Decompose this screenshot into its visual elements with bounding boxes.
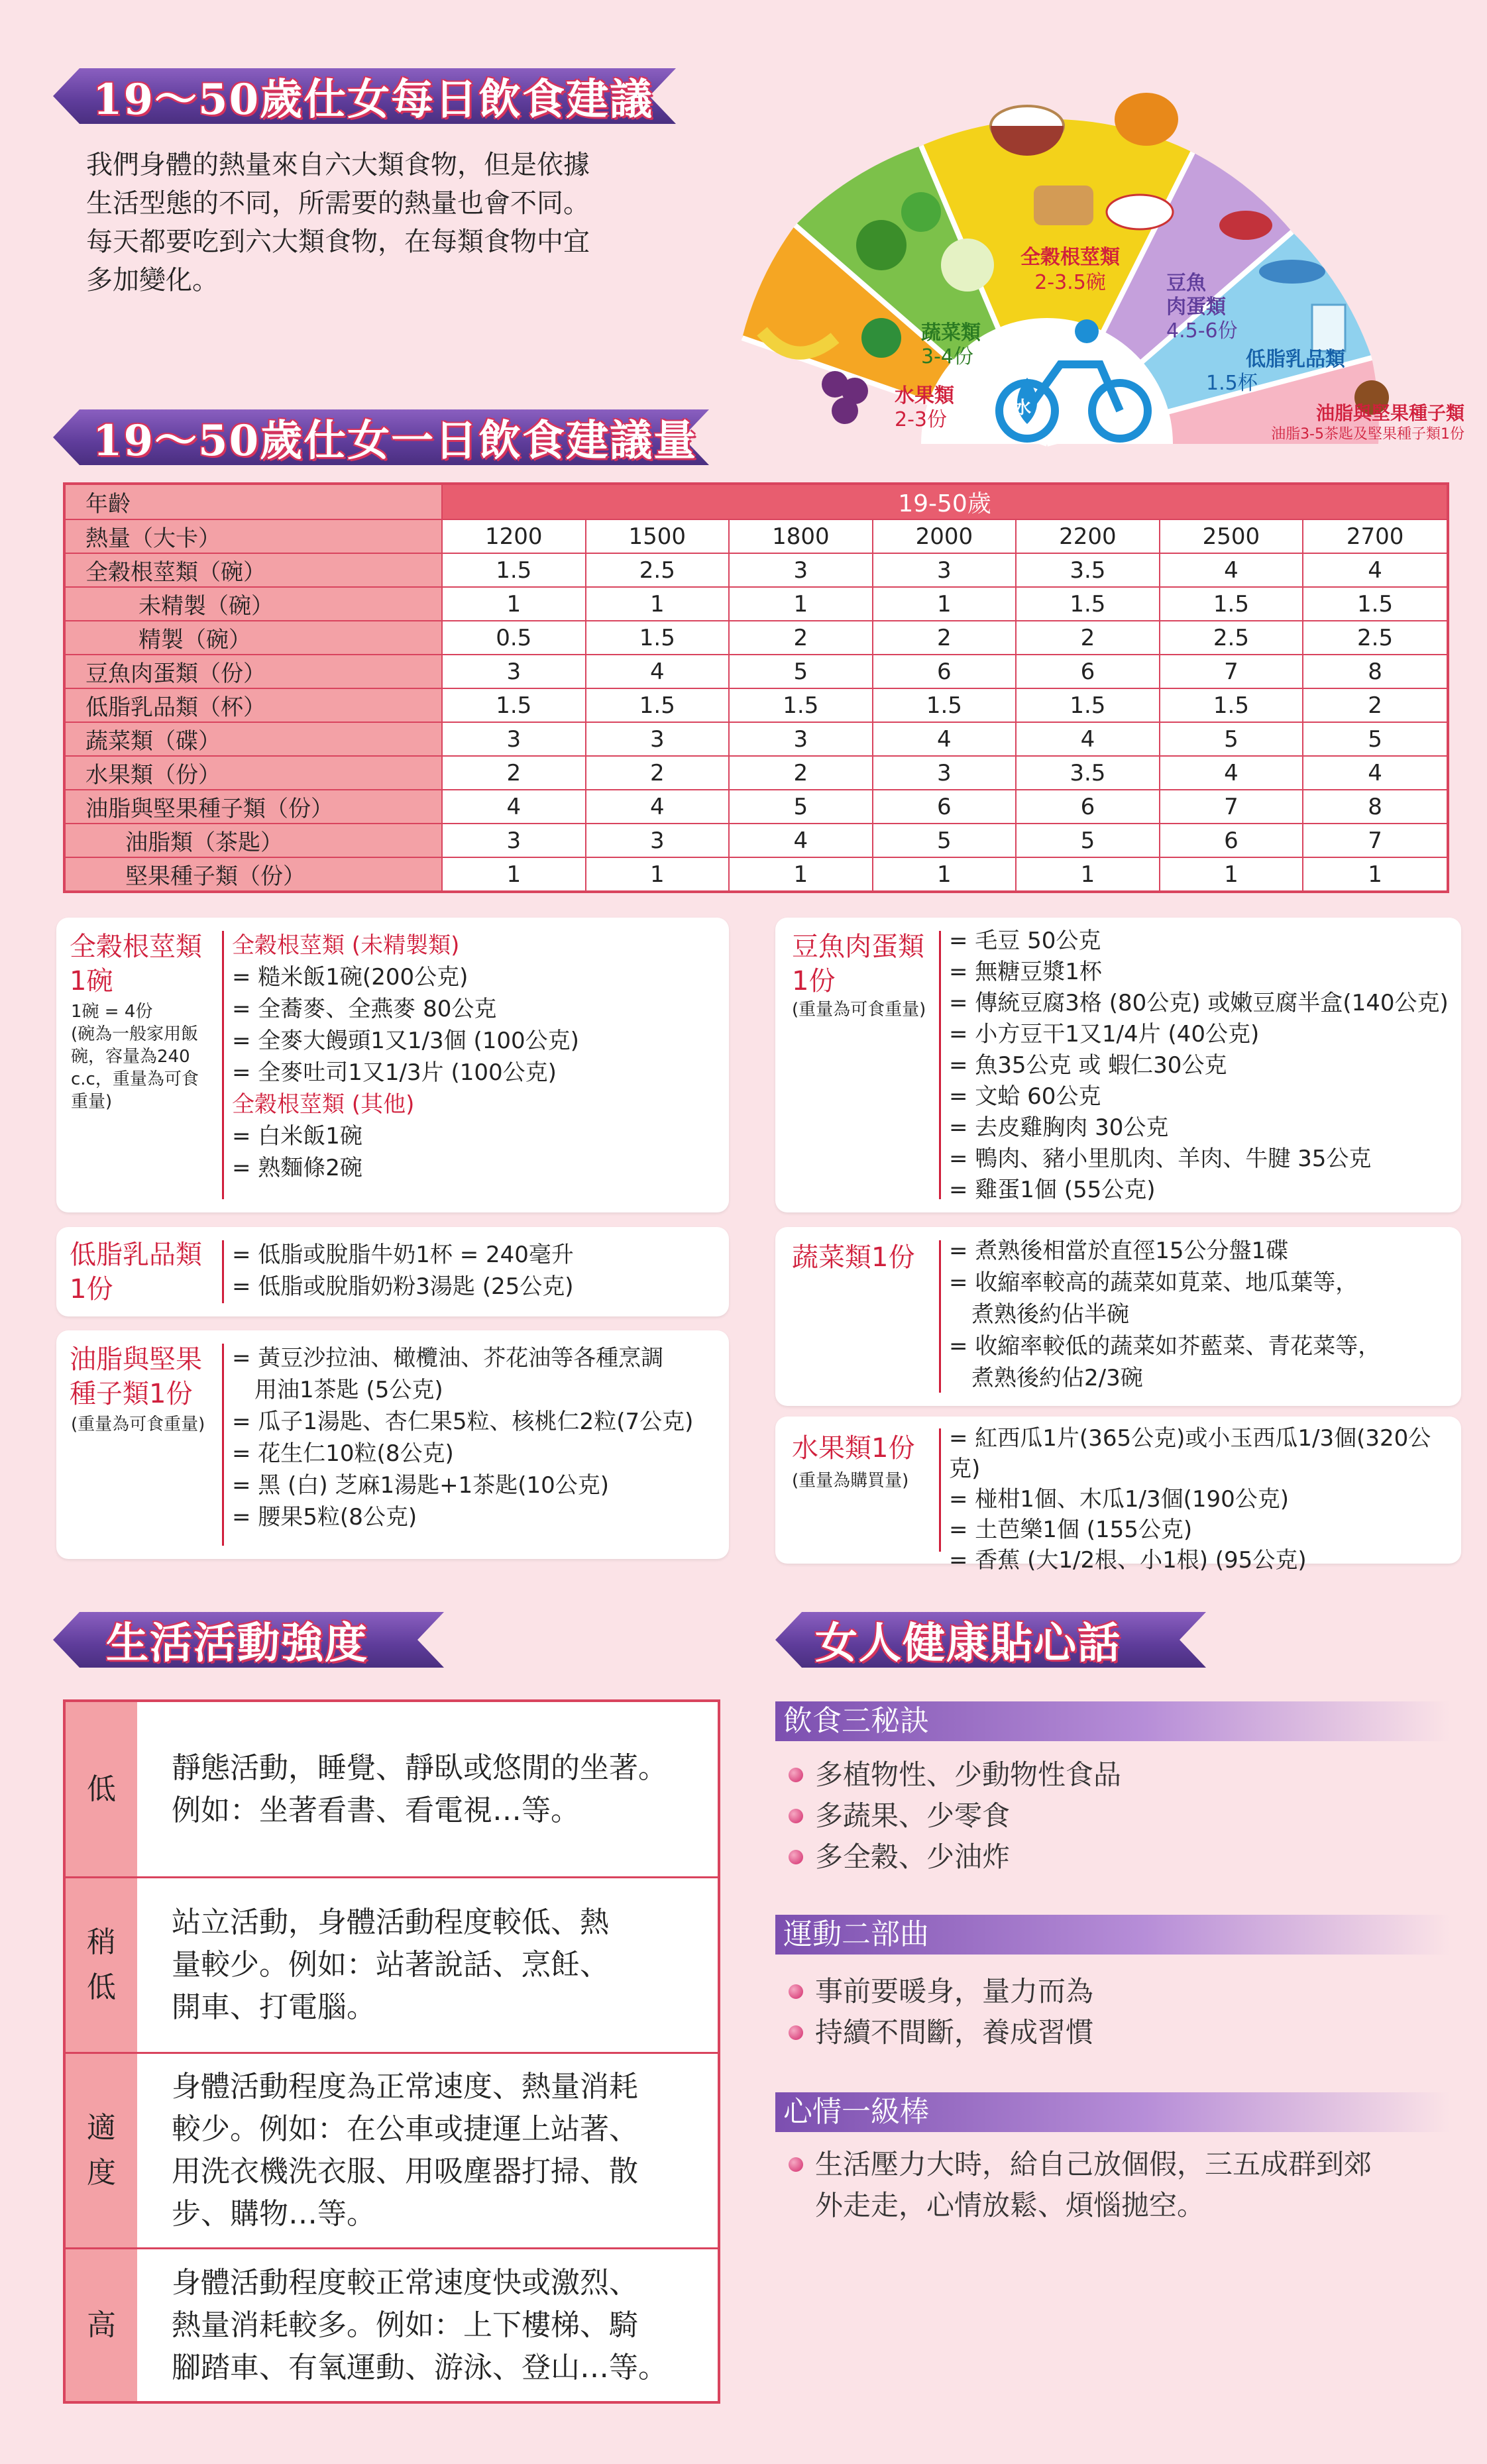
- table-cell: 8: [1303, 655, 1448, 688]
- table-cell: 8: [1303, 790, 1448, 824]
- table-cell: 5: [873, 824, 1017, 857]
- table-cell: 2: [729, 621, 873, 655]
- card-veg-list: [949, 1235, 1380, 1394]
- activity-level: 低: [66, 1702, 137, 1876]
- card-grains-list: [232, 930, 579, 1184]
- tip-item: 多植物性、少動物性食品: [789, 1754, 1121, 1795]
- card-line: = 鴨肉、豬小里肌肉、羊肉、牛腱 35公克: [949, 1146, 1372, 1172]
- card-divider: [939, 931, 941, 1199]
- activity-desc: 身體活動程度較正常速度快或激烈、 熱量消耗較多。例如：上下樓梯、騎 腳踏車、有氧運動、游泳、登山…等。: [172, 2265, 667, 2384]
- card-line: = 糙米飯1碗(200公克): [232, 964, 468, 991]
- table-cell: 4: [1016, 722, 1160, 756]
- table-cell: 5: [1016, 824, 1160, 857]
- age-label: 年齡: [64, 484, 442, 519]
- card-line: = 腰果5粒(8公克): [232, 1504, 417, 1530]
- row-label: 堅果種子類（份）: [64, 857, 442, 892]
- card-line: = 椪柑1個、木瓜1/3個(190公克): [949, 1486, 1290, 1513]
- card-line: = 全麥大饅頭1又1/3個 (100公克): [232, 1028, 579, 1054]
- card-divider: [939, 1428, 941, 1552]
- card-protein: [775, 918, 1461, 1212]
- table-cell: 2: [1016, 621, 1160, 655]
- card-dairy-list: [232, 1239, 574, 1303]
- card-line: = 全麥吐司1又1/3片 (100公克): [232, 1059, 557, 1086]
- table-cell: 2700: [1303, 519, 1448, 553]
- card-line: = 香蕉 (大1/2根、小1根) (95公克): [949, 1547, 1307, 1574]
- dairy-label: 低脂乳品類 1.5杯: [1206, 348, 1345, 395]
- banner-daily-diet-text: 19～50歲仕女每日飲食建議: [93, 75, 654, 125]
- tip-item: 生活壓力大時，給自己放個假，三五成群到郊: [789, 2144, 1372, 2185]
- table-cell: 4: [586, 790, 730, 824]
- table-cell: 2200: [1016, 519, 1160, 553]
- intro-line: 每天都要吃到六大類食物，在每類食物中宜: [86, 227, 590, 257]
- banner-daily-amount: [53, 404, 709, 470]
- table-cell: 1: [442, 587, 586, 621]
- milk-icon: [1312, 305, 1345, 351]
- table-cell: 1: [586, 857, 730, 892]
- banner-daily-diet: [53, 63, 676, 129]
- card-line: = 土芭樂1個 (155公克): [949, 1517, 1193, 1543]
- table-cell: 4: [586, 655, 730, 688]
- row-label: 水果類（份）: [64, 756, 442, 790]
- row-label: 低脂乳品類（杯）: [64, 688, 442, 722]
- table-cell: 3: [586, 722, 730, 756]
- card-line: = 低脂或脫脂奶粉3湯匙 (25公克): [232, 1273, 574, 1300]
- row-label: 油脂類（茶匙）: [64, 824, 442, 857]
- card-line: = 花生仁10粒(8公克): [232, 1440, 454, 1467]
- tip-item: 事前要暖身，量力而為: [789, 1971, 1093, 2012]
- card-dairy-title: 低脂乳品類 1份: [70, 1240, 202, 1305]
- watermelon-icon: [861, 318, 901, 358]
- card-protein-title: 豆魚肉蛋類 1份: [792, 932, 924, 996]
- card-fruit-list: [949, 1423, 1461, 1576]
- table-cell: 4: [729, 824, 873, 857]
- age-value: 19-50歲: [442, 484, 1448, 519]
- meat-icon: [1219, 211, 1272, 240]
- table-cell: 1: [873, 857, 1017, 892]
- row-label: 豆魚肉蛋類（份）: [64, 655, 442, 688]
- banner-activity: [53, 1607, 444, 1673]
- table-row: [64, 756, 1448, 790]
- table-cell: 1.5: [586, 621, 730, 655]
- table-cell: 1.5: [442, 688, 586, 722]
- card-line: = 紅西瓜1片(365公克)或小玉西瓜1/3個(320公克): [949, 1425, 1431, 1482]
- fruit-label: 水果類 2-3份: [895, 384, 954, 431]
- card-protein-sub: (重量為可食重量): [792, 1000, 926, 1020]
- table-cell: 1: [586, 587, 730, 621]
- card-fruit-title: 水果類1份: [792, 1433, 915, 1464]
- card-divider: [222, 1344, 224, 1546]
- tip-title-diet: 飲食三秘訣: [775, 1701, 1450, 1741]
- activity-desc: 靜態活動，睡覺、靜臥或悠閒的坐著。 例如：坐著看書、看電視…等。: [172, 1750, 667, 1827]
- food-fan-diagram: [716, 53, 1471, 451]
- intro-line: 我們身體的熱量來自六大類食物，但是依據: [86, 150, 590, 180]
- veg-label: 蔬菜類 3-4份: [921, 321, 981, 368]
- tip-list-exercise: [789, 1971, 1093, 2053]
- row-label: 精製（碗）: [64, 621, 442, 655]
- table-row: [64, 621, 1448, 655]
- table-cell: 1: [873, 587, 1017, 621]
- tip-item-continued: 外走走，心情放鬆、煩惱拋空。: [815, 2189, 1205, 2222]
- table-cell: 2: [442, 756, 586, 790]
- card-veg-title: 蔬菜類1份: [792, 1242, 915, 1273]
- row-label: 油脂與堅果種子類（份）: [64, 790, 442, 824]
- table-cell: 1.5: [1160, 688, 1303, 722]
- table-cell: 1800: [729, 519, 873, 553]
- table-cell: 1: [729, 857, 873, 892]
- card-veg: [775, 1227, 1461, 1406]
- table-cell: 2000: [873, 519, 1017, 553]
- table-cell: 1: [729, 587, 873, 621]
- card-grains: [56, 918, 729, 1212]
- tip-title-mood: 心情一級棒: [775, 2092, 1450, 2132]
- table-cell: 2.5: [1160, 621, 1303, 655]
- table-cell: 1200: [442, 519, 586, 553]
- card-oil-title: 油脂與堅果 種子類1份: [70, 1344, 202, 1409]
- table-cell: 1.5: [1303, 587, 1448, 621]
- card-line: = 全蕎麥、全燕麥 80公克: [232, 996, 497, 1022]
- tip-list-diet: [789, 1754, 1121, 1878]
- table-cell: 4: [442, 790, 586, 824]
- card-line: = 收縮率較高的蔬菜如莧菜、地瓜葉等，: [949, 1269, 1358, 1296]
- card-line: = 傳統豆腐3格 (80公克) 或嫩豆腐半盒(140公克): [949, 990, 1449, 1016]
- table-cell: 1.5: [1016, 688, 1160, 722]
- table-cell: 6: [1016, 790, 1160, 824]
- card-line: = 去皮雞胸肉 30公克: [949, 1114, 1169, 1141]
- table-cell: 2.5: [586, 553, 730, 587]
- table-cell: 3: [873, 756, 1017, 790]
- activity-row: [66, 1702, 718, 1876]
- table-cell: 4: [1160, 756, 1303, 790]
- card-oil: [56, 1330, 729, 1559]
- card-line: = 魚35公克 或 蝦仁30公克: [949, 1052, 1227, 1079]
- card-line: = 無糖豆漿1杯: [949, 959, 1102, 985]
- activity-level: 適 度: [66, 2054, 137, 2247]
- card-line: = 雞蛋1個 (55公克): [949, 1177, 1156, 1203]
- table-cell: 3: [442, 655, 586, 688]
- table-cell: 3: [729, 553, 873, 587]
- table-cell: 5: [1303, 722, 1448, 756]
- card-divider: [939, 1240, 941, 1393]
- table-cell: 1.5: [442, 553, 586, 587]
- card-divider: [222, 1240, 224, 1303]
- table-cell: 1.5: [729, 688, 873, 722]
- noodle-bowl-icon: [1107, 195, 1173, 229]
- table-cell: 1.5: [586, 688, 730, 722]
- nutrition-table: [63, 482, 1449, 893]
- card-protein-list: [949, 926, 1449, 1206]
- card-line: = 煮熟後相當於直徑15公分盤1碟: [949, 1238, 1289, 1264]
- table-cell: 1: [1016, 857, 1160, 892]
- card-line: = 低脂或脫脂牛奶1杯 = 240毫升: [232, 1242, 574, 1268]
- tip-list-mood: [789, 2144, 1372, 2226]
- card-line: 煮熟後約佔半碗: [971, 1301, 1129, 1328]
- row-label: 全穀根莖類（碗）: [64, 553, 442, 587]
- table-cell: 2500: [1160, 519, 1303, 553]
- intro-paragraph: [86, 146, 683, 299]
- table-cell: 1: [1303, 857, 1448, 892]
- card-dairy: [56, 1227, 729, 1316]
- activity-table: [63, 1699, 720, 2404]
- intro-line: 生活型態的不同，所需要的熱量也會不同。: [86, 188, 590, 219]
- banner-activity-text: 生活活動強度: [106, 1619, 368, 1668]
- card-line: = 小方豆干1又1/4片 (40公克): [949, 1021, 1260, 1047]
- table-cell: 2: [1303, 688, 1448, 722]
- table-cell: 3: [586, 824, 730, 857]
- card-divider: [222, 931, 224, 1199]
- card-grains-sub: 1碗 = 4份 (碗為一般家用飯 碗，容量為240 c.c，重量為可食 重量): [71, 1002, 199, 1112]
- activity-level: 高: [66, 2249, 137, 2401]
- banner-health: [775, 1607, 1206, 1673]
- banner-daily-amount-text: 19～50歲仕女一日飲食建議量: [93, 416, 698, 466]
- table-cell: 6: [1016, 655, 1160, 688]
- protein-label: 豆魚 肉蛋類 4.5-6份: [1166, 272, 1238, 343]
- table-cell: 0.5: [442, 621, 586, 655]
- banner-health-text: 女人健康貼心話: [815, 1619, 1121, 1668]
- table-cell: 4: [1160, 553, 1303, 587]
- grains-label: 全穀根莖類 2-3.5碗: [1020, 246, 1120, 294]
- tip-item: 多全穀、少油炸: [789, 1837, 1121, 1878]
- table-header-row: [64, 484, 1448, 519]
- table-row: [64, 824, 1448, 857]
- table-cell: 3: [442, 722, 586, 756]
- cabbage-icon: [941, 239, 994, 292]
- card-line: 全穀根莖類 (未精製類): [232, 932, 460, 959]
- card-line: 全穀根莖類 (其他): [232, 1091, 415, 1118]
- table-row: [64, 857, 1448, 892]
- activity-row: [66, 2247, 718, 2401]
- table-cell: 3: [729, 722, 873, 756]
- card-fruit: [775, 1417, 1461, 1574]
- table-cell: 7: [1303, 824, 1448, 857]
- table-cell: 3.5: [1016, 553, 1160, 587]
- bread-icon: [1034, 186, 1093, 225]
- row-label: 蔬菜類（碟）: [64, 722, 442, 756]
- row-label: 熱量（大卡）: [64, 519, 442, 553]
- table-cell: 4: [1303, 553, 1448, 587]
- table-row: [64, 655, 1448, 688]
- card-grains-title: 全穀根莖類 1碗: [70, 932, 202, 996]
- table-cell: 2.5: [1303, 621, 1448, 655]
- table-row: [64, 790, 1448, 824]
- table-cell: 2: [729, 756, 873, 790]
- tip-item: 多蔬果、少零食: [789, 1795, 1121, 1837]
- table-cell: 1500: [586, 519, 730, 553]
- activity-row: [66, 1876, 718, 2052]
- table-cell: 1.5: [1016, 587, 1160, 621]
- card-line: 煮熟後約佔2/3碗: [971, 1365, 1143, 1391]
- table-cell: 2: [873, 621, 1017, 655]
- table-cell: 2: [586, 756, 730, 790]
- card-line: = 黃豆沙拉油、橄欖油、芥花油等各種烹調: [232, 1345, 664, 1371]
- table-cell: 1: [1160, 857, 1303, 892]
- table-cell: 5: [729, 655, 873, 688]
- table-cell: 7: [1160, 790, 1303, 824]
- tip-title-exercise: 運動二部曲: [775, 1915, 1450, 1955]
- tip-item: 持續不間斷，養成習慣: [789, 2012, 1093, 2053]
- card-oil-sub: (重量為可食重量): [71, 1415, 205, 1434]
- table-cell: 6: [1160, 824, 1303, 857]
- card-line: = 收縮率較低的蔬菜如芥藍菜、青花菜等，: [949, 1333, 1381, 1360]
- table-cell: 4: [873, 722, 1017, 756]
- card-line: = 黑 (白) 芝麻1湯匙+1茶匙(10公克): [232, 1472, 609, 1499]
- table-cell: 6: [873, 790, 1017, 824]
- table-cell: 5: [729, 790, 873, 824]
- table-cell: 4: [1303, 756, 1448, 790]
- table-cell: 5: [1160, 722, 1303, 756]
- activity-row: [66, 2052, 718, 2247]
- activity-desc: 站立活動，身體活動程度較低、熱 量較少。例如：站著說話、烹飪、 開車、打電腦。: [172, 1905, 609, 2024]
- table-row: [64, 688, 1448, 722]
- table-row: [64, 519, 1448, 553]
- card-fruit-sub: (重量為購買量): [792, 1471, 909, 1491]
- table-cell: 3: [442, 824, 586, 857]
- fish-icon: [1259, 260, 1325, 284]
- table-row: [64, 587, 1448, 621]
- activity-level: 稍 低: [66, 1878, 137, 2052]
- table-row: [64, 722, 1448, 756]
- table-cell: 1.5: [873, 688, 1017, 722]
- activity-desc: 身體活動程度為正常速度、熱量消耗 較少。例如：在公車或捷運上站著、 用洗衣機洗衣服、用吸塵器打掃、散 步、購物…等。: [172, 2070, 638, 2231]
- table-cell: 7: [1160, 655, 1303, 688]
- card-line: = 毛豆 50公克: [949, 928, 1101, 954]
- row-label: 未精製（碗）: [64, 587, 442, 621]
- table-cell: 1: [442, 857, 586, 892]
- intro-line: 多加變化。: [86, 265, 219, 295]
- card-line: = 文蛤 60公克: [949, 1083, 1101, 1110]
- card-line: = 熟麵條2碗: [232, 1155, 362, 1181]
- card-line: 用油1茶匙 (5公克): [254, 1377, 443, 1403]
- table-row: [64, 553, 1448, 587]
- pumpkin-icon: [1115, 93, 1178, 146]
- card-line: = 白米飯1碗: [232, 1123, 362, 1150]
- table-cell: 1.5: [1160, 587, 1303, 621]
- table-cell: 3.5: [1016, 756, 1160, 790]
- card-line: = 瓜子1湯匙、杏仁果5粒、核桃仁2粒(7公克): [232, 1409, 694, 1435]
- table-cell: 3: [873, 553, 1017, 587]
- table-cell: 6: [873, 655, 1017, 688]
- water-label: 水: [1014, 398, 1032, 418]
- card-oil-list: [232, 1342, 693, 1533]
- oil-label: 油脂與堅果種子類 油脂3-5茶匙及堅果種子類1份: [1271, 402, 1464, 443]
